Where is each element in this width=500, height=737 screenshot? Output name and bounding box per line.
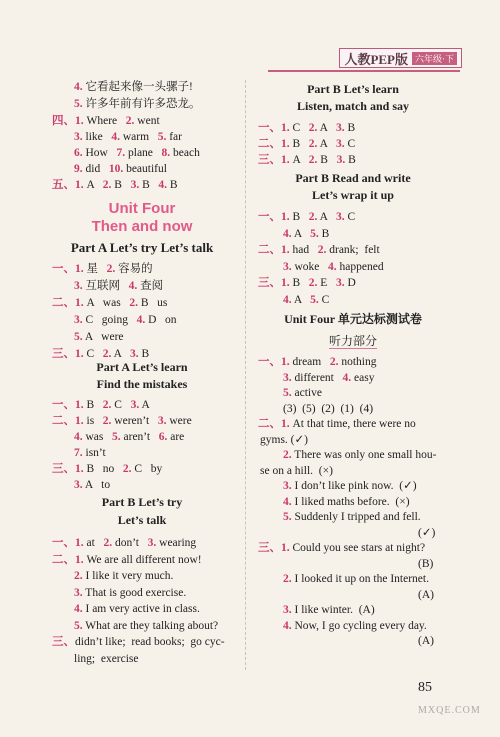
answer-line xyxy=(258,242,380,258)
item-number: 2. xyxy=(308,154,318,166)
item-number: 1. xyxy=(281,356,290,368)
answer-text: B xyxy=(83,399,103,411)
answer-text: I like it very much. xyxy=(82,570,174,582)
answer-text: E xyxy=(317,277,336,289)
answer-text: isn’t xyxy=(82,447,106,459)
answer-line xyxy=(283,401,373,417)
answer-text: were xyxy=(166,415,192,427)
item-number: 1. xyxy=(281,277,290,289)
answer-line xyxy=(52,413,192,429)
answer-text: A xyxy=(139,399,150,411)
item-number: 4. xyxy=(283,293,292,306)
item-number: 4. xyxy=(342,371,352,384)
answer-line xyxy=(258,152,356,168)
answer-line xyxy=(418,587,434,603)
answer-text: A were xyxy=(82,331,124,343)
section-heading: Part A Let’s learn xyxy=(96,360,188,374)
answer-line xyxy=(52,461,162,477)
item-number: 1. xyxy=(75,297,84,309)
item-number: 4. xyxy=(136,314,146,326)
answer-text: 星 xyxy=(83,263,107,275)
item-number: 5. xyxy=(74,619,83,632)
answer-line xyxy=(74,445,106,461)
item-number: 3. xyxy=(283,480,292,492)
answer-line xyxy=(74,96,201,112)
item-number: 5. xyxy=(283,511,292,523)
column-divider xyxy=(245,80,246,670)
item-number: 1. xyxy=(281,122,290,134)
answer-text: I don’t like pink now. (✓) xyxy=(291,480,417,492)
item-number: 7. xyxy=(116,147,126,159)
item-number: 2. xyxy=(283,449,292,461)
answer-text: 它看起来像一头骡子! xyxy=(82,81,193,93)
answer-text: C by xyxy=(131,463,163,475)
answer-line xyxy=(52,634,225,650)
listening-label: 听力部分 xyxy=(328,334,377,348)
answer-text: (✓) xyxy=(418,526,436,539)
item-number: 4. xyxy=(283,619,292,632)
item-number: 8. xyxy=(161,147,171,159)
item-number: 2. xyxy=(102,348,112,360)
item-number: 4. xyxy=(158,179,168,191)
item-number: 3. xyxy=(74,314,83,326)
answer-text: B xyxy=(289,211,309,223)
item-number: 2. xyxy=(106,263,116,275)
answer-text: C xyxy=(344,138,356,150)
answer-line xyxy=(52,113,160,129)
answer-text: warm xyxy=(120,131,158,143)
item-number: 2. xyxy=(308,138,318,150)
answer-text: (B) xyxy=(418,557,434,570)
item-number: 1. xyxy=(75,415,84,427)
answer-line xyxy=(74,161,167,177)
answer-text: beautiful xyxy=(123,163,167,175)
answer-text: What are they talking about? xyxy=(82,619,219,632)
answer-line xyxy=(74,145,200,161)
answer-line xyxy=(52,295,167,311)
answer-text: B xyxy=(111,179,131,191)
item-number: 7. xyxy=(74,447,83,459)
answer-line xyxy=(283,292,329,308)
item-number: 3. xyxy=(74,280,83,292)
item-number: 3. xyxy=(335,211,345,223)
item-number: 2. xyxy=(125,115,135,127)
answer-text: 容易的 xyxy=(115,263,153,275)
answer-text: B xyxy=(345,154,356,166)
answer-text: was xyxy=(82,431,113,443)
answer-text: wearing xyxy=(156,537,197,549)
answer-text: like xyxy=(82,131,112,143)
answer-line xyxy=(258,136,355,152)
item-number: 3. xyxy=(74,131,83,143)
answer-text: are xyxy=(167,431,185,443)
grade-label: 六年级·下 xyxy=(412,52,457,65)
answer-text: don’t xyxy=(112,537,148,549)
answer-text: at xyxy=(83,537,104,549)
answer-line xyxy=(418,556,433,572)
answer-text: did xyxy=(82,163,109,175)
item-number: 3. xyxy=(335,138,345,150)
item-number: 4. xyxy=(128,280,138,292)
answer-text: A xyxy=(111,348,130,360)
answer-text: B xyxy=(289,277,309,289)
item-number: 3. xyxy=(335,122,345,134)
answer-line xyxy=(52,552,202,568)
answer-text: plane xyxy=(125,147,162,159)
header-rule xyxy=(268,70,460,72)
answer-line xyxy=(74,585,186,601)
item-number: 3. xyxy=(74,586,83,599)
section-heading: Listen, match and say xyxy=(296,99,409,113)
answer-line xyxy=(258,540,425,556)
answer-text: drank; felt xyxy=(326,244,380,256)
answer-text: weren’t xyxy=(111,415,158,427)
answer-text: 许多年前有许多恐龙。 xyxy=(82,98,201,110)
item-number: 4. xyxy=(283,495,292,508)
item-number: 3. xyxy=(283,260,292,273)
item-number: 1. xyxy=(75,537,84,549)
answer-text: B us xyxy=(137,297,168,309)
item-number: 2. xyxy=(102,179,112,191)
section-marker: 二、 xyxy=(52,415,75,427)
answer-line xyxy=(74,477,110,493)
answer-line xyxy=(283,385,322,401)
item-number: 1. xyxy=(75,263,84,275)
answer-line xyxy=(52,177,186,193)
answer-line xyxy=(283,259,384,275)
answer-text: A was xyxy=(83,297,130,309)
section-heading: Let’s wrap it up xyxy=(312,188,394,202)
answer-line xyxy=(74,618,218,634)
item-number: 3. xyxy=(129,348,139,360)
header-box xyxy=(339,48,462,68)
answer-text: C xyxy=(318,293,330,306)
answer-text: C xyxy=(344,211,356,223)
answer-text: A xyxy=(317,122,336,134)
item-number: 1. xyxy=(75,348,84,360)
answer-text: We are all different now! xyxy=(83,553,202,566)
item-number: 2. xyxy=(308,211,318,223)
answer-text: (A) xyxy=(418,635,434,647)
section-marker: 一、 xyxy=(258,356,281,368)
item-number: 4. xyxy=(283,227,292,240)
item-number: 5. xyxy=(74,331,83,343)
answer-text: There was only one small hou- xyxy=(291,449,437,461)
answer-text: happened xyxy=(336,260,384,273)
section-marker: 二、 xyxy=(258,244,281,256)
answer-text: That is good exercise. xyxy=(82,586,187,599)
answer-line xyxy=(258,354,377,370)
answer-text: I looked it up on the Internet. xyxy=(291,573,429,585)
answer-text: Where xyxy=(83,115,126,127)
item-number: 2. xyxy=(317,244,327,256)
answer-text: nothing xyxy=(338,356,377,368)
section-marker: 四、 xyxy=(52,115,75,127)
answer-text: B no xyxy=(83,463,123,475)
answer-text: 查阅 xyxy=(137,280,164,292)
item-number: 1. xyxy=(75,463,84,475)
answer-text: gyms. (✓) xyxy=(260,433,308,446)
listening-heading xyxy=(258,332,448,349)
answer-text: is xyxy=(83,415,103,427)
answer-text: went xyxy=(134,115,160,127)
section-marker: 一、 xyxy=(258,122,281,134)
item-number: 5. xyxy=(310,293,319,306)
answer-line xyxy=(74,651,139,667)
answer-line xyxy=(283,571,429,587)
answer-text: A xyxy=(291,293,311,306)
answer-text: active xyxy=(291,387,322,399)
answer-line xyxy=(283,370,374,386)
section-heading: Let’s talk xyxy=(117,513,167,527)
item-number: 3. xyxy=(336,154,346,166)
edition-label: 人教PEP版 xyxy=(344,51,408,67)
answer-line xyxy=(74,312,177,328)
answer-text: B xyxy=(318,227,330,240)
section-marker: 一、 xyxy=(52,399,75,411)
item-number: 5. xyxy=(74,98,83,110)
item-number: 3. xyxy=(130,399,140,411)
answer-text: Now, I go cycling every day. xyxy=(291,619,427,632)
item-number: 2. xyxy=(102,415,112,427)
section-heading: Part B Read and write xyxy=(295,171,411,185)
section-heading: Part B Let’s learn xyxy=(307,82,399,96)
item-number: 2. xyxy=(74,570,83,582)
answer-line xyxy=(283,226,329,242)
answer-text: B xyxy=(139,179,159,191)
answer-text: D xyxy=(344,277,356,289)
answer-text: I liked maths before. (×) xyxy=(291,495,410,508)
item-number: 2. xyxy=(329,356,339,368)
answer-line xyxy=(283,509,421,525)
item-number: 3. xyxy=(157,415,167,427)
answer-text: aren’t xyxy=(120,431,159,443)
section-marker: 三、 xyxy=(52,636,75,648)
item-number: 5. xyxy=(283,387,292,399)
answer-line xyxy=(260,432,308,448)
answer-line xyxy=(283,602,375,618)
answer-text: At that time, there were no xyxy=(289,418,416,430)
answer-text: C xyxy=(111,399,131,411)
item-number: 1. xyxy=(75,399,84,411)
item-number: 2. xyxy=(103,537,113,549)
answer-text: different xyxy=(291,371,343,384)
item-number: 3. xyxy=(283,371,292,384)
answer-text: C going xyxy=(82,314,137,326)
answer-line xyxy=(74,129,182,145)
section-marker: 三、 xyxy=(258,542,281,554)
item-number: 4. xyxy=(111,131,120,143)
answer-text: C xyxy=(289,122,309,134)
answer-line xyxy=(74,329,124,345)
answer-text: easy xyxy=(351,371,375,384)
answer-text: I am very active in class. xyxy=(82,603,200,615)
item-number: 5. xyxy=(112,431,121,443)
item-number: 4. xyxy=(74,603,83,615)
section-heading: Find the mistakes xyxy=(96,377,188,391)
item-number: 2. xyxy=(308,122,318,134)
item-number: 9. xyxy=(74,163,83,175)
page-header xyxy=(339,47,462,69)
item-number: 4. xyxy=(74,431,83,443)
answer-text: se on a hill. (×) xyxy=(260,464,333,477)
unit-title: Unit Four xyxy=(108,200,176,217)
answer-text: A xyxy=(83,179,103,191)
item-number: 1. xyxy=(281,138,290,150)
item-number: 1. xyxy=(281,542,290,554)
section-marker: 一、 xyxy=(258,211,281,223)
item-number: 2. xyxy=(129,297,138,309)
item-number: 4. xyxy=(74,81,83,93)
answer-text: B xyxy=(289,138,309,150)
section-heading: Part B Let’s try xyxy=(101,495,183,509)
answer-text: (A) xyxy=(418,588,434,601)
answer-line xyxy=(258,416,416,432)
section-heading: Part A Let’s try Let’s talk xyxy=(70,240,214,255)
item-number: 10. xyxy=(108,163,124,175)
item-number: 3. xyxy=(74,479,83,491)
answer-line xyxy=(258,209,355,225)
answer-text: A xyxy=(317,211,336,223)
answer-line xyxy=(283,447,436,463)
answer-line xyxy=(74,429,184,445)
item-number: 3. xyxy=(130,179,140,191)
section-marker: 三、 xyxy=(258,154,281,166)
item-number: 6. xyxy=(158,431,168,443)
answer-text: (3) (5) (2) (1) (4) xyxy=(283,402,374,415)
answer-line xyxy=(52,261,153,277)
test-title: Unit Four 单元达标测试卷 xyxy=(284,312,422,326)
answer-text: beach xyxy=(170,147,200,159)
item-number: 5. xyxy=(310,227,319,240)
answer-line xyxy=(258,120,355,136)
item-number: 1. xyxy=(281,211,290,223)
answer-line xyxy=(52,397,150,413)
watermark: MXQE.COM xyxy=(418,705,481,716)
item-number: 2. xyxy=(308,277,318,289)
answer-line xyxy=(74,568,173,584)
item-number: 1. xyxy=(281,154,290,166)
answer-text: B xyxy=(167,179,187,191)
section-marker: 三、 xyxy=(258,277,281,289)
answer-text: D on xyxy=(145,314,177,326)
section-marker: 三、 xyxy=(52,463,75,475)
unit-subtitle: Then and now xyxy=(91,218,193,235)
item-number: 3. xyxy=(283,604,292,616)
answer-line xyxy=(52,535,196,551)
section-marker: 二、 xyxy=(52,553,75,566)
answer-text: B xyxy=(138,348,150,360)
item-number: 2. xyxy=(122,463,132,475)
section-marker: 一、 xyxy=(52,537,75,549)
item-number: 5. xyxy=(157,131,167,143)
item-number: 1. xyxy=(281,418,290,430)
answer-text: ling; exercise xyxy=(74,652,139,665)
item-number: 2. xyxy=(283,573,292,585)
answer-line xyxy=(418,633,434,649)
answer-text: had xyxy=(289,244,318,256)
item-number: 1. xyxy=(75,553,84,566)
answer-line xyxy=(74,79,193,95)
section-marker: 二、 xyxy=(258,418,281,430)
answer-line xyxy=(74,278,163,294)
answer-text: A xyxy=(291,227,311,240)
item-number: 3. xyxy=(335,277,345,289)
answer-text: Suddenly I tripped and fell. xyxy=(291,511,421,523)
item-number: 1. xyxy=(75,115,84,127)
answer-text: B xyxy=(344,122,356,134)
answer-text: How xyxy=(82,147,117,159)
answer-text: didn’t like; read books; go cyc- xyxy=(75,636,225,648)
section-marker: 二、 xyxy=(52,297,75,309)
section-marker: 五、 xyxy=(52,179,75,191)
answer-text: B xyxy=(317,154,337,166)
answer-text: Could you see stars at night? xyxy=(289,542,426,554)
answer-text: far xyxy=(166,131,182,143)
page-number: 85 xyxy=(418,680,432,695)
answer-line xyxy=(260,463,333,479)
answer-text: 互联网 xyxy=(82,280,129,292)
answer-line xyxy=(74,601,200,617)
answer-text: woke xyxy=(291,260,329,273)
answer-text: C xyxy=(83,348,103,360)
item-number: 4. xyxy=(328,260,337,273)
answer-line xyxy=(283,478,417,494)
answer-text: A to xyxy=(82,479,111,491)
item-number: 2. xyxy=(102,399,112,411)
item-number: 6. xyxy=(74,147,83,159)
answer-text: dream xyxy=(289,356,330,368)
answer-line xyxy=(283,494,410,510)
item-number: 1. xyxy=(75,179,84,191)
item-number: 3. xyxy=(147,537,157,549)
section-marker: 三、 xyxy=(52,348,75,360)
answer-line xyxy=(418,525,435,541)
answer-text: A xyxy=(317,138,336,150)
section-marker: 一、 xyxy=(52,263,75,275)
answer-text: A xyxy=(289,154,309,166)
item-number: 1. xyxy=(281,244,290,256)
answer-line xyxy=(258,275,356,291)
answer-line xyxy=(283,618,427,634)
answer-text: I like winter. (A) xyxy=(291,604,375,616)
section-marker: 二、 xyxy=(258,138,281,150)
